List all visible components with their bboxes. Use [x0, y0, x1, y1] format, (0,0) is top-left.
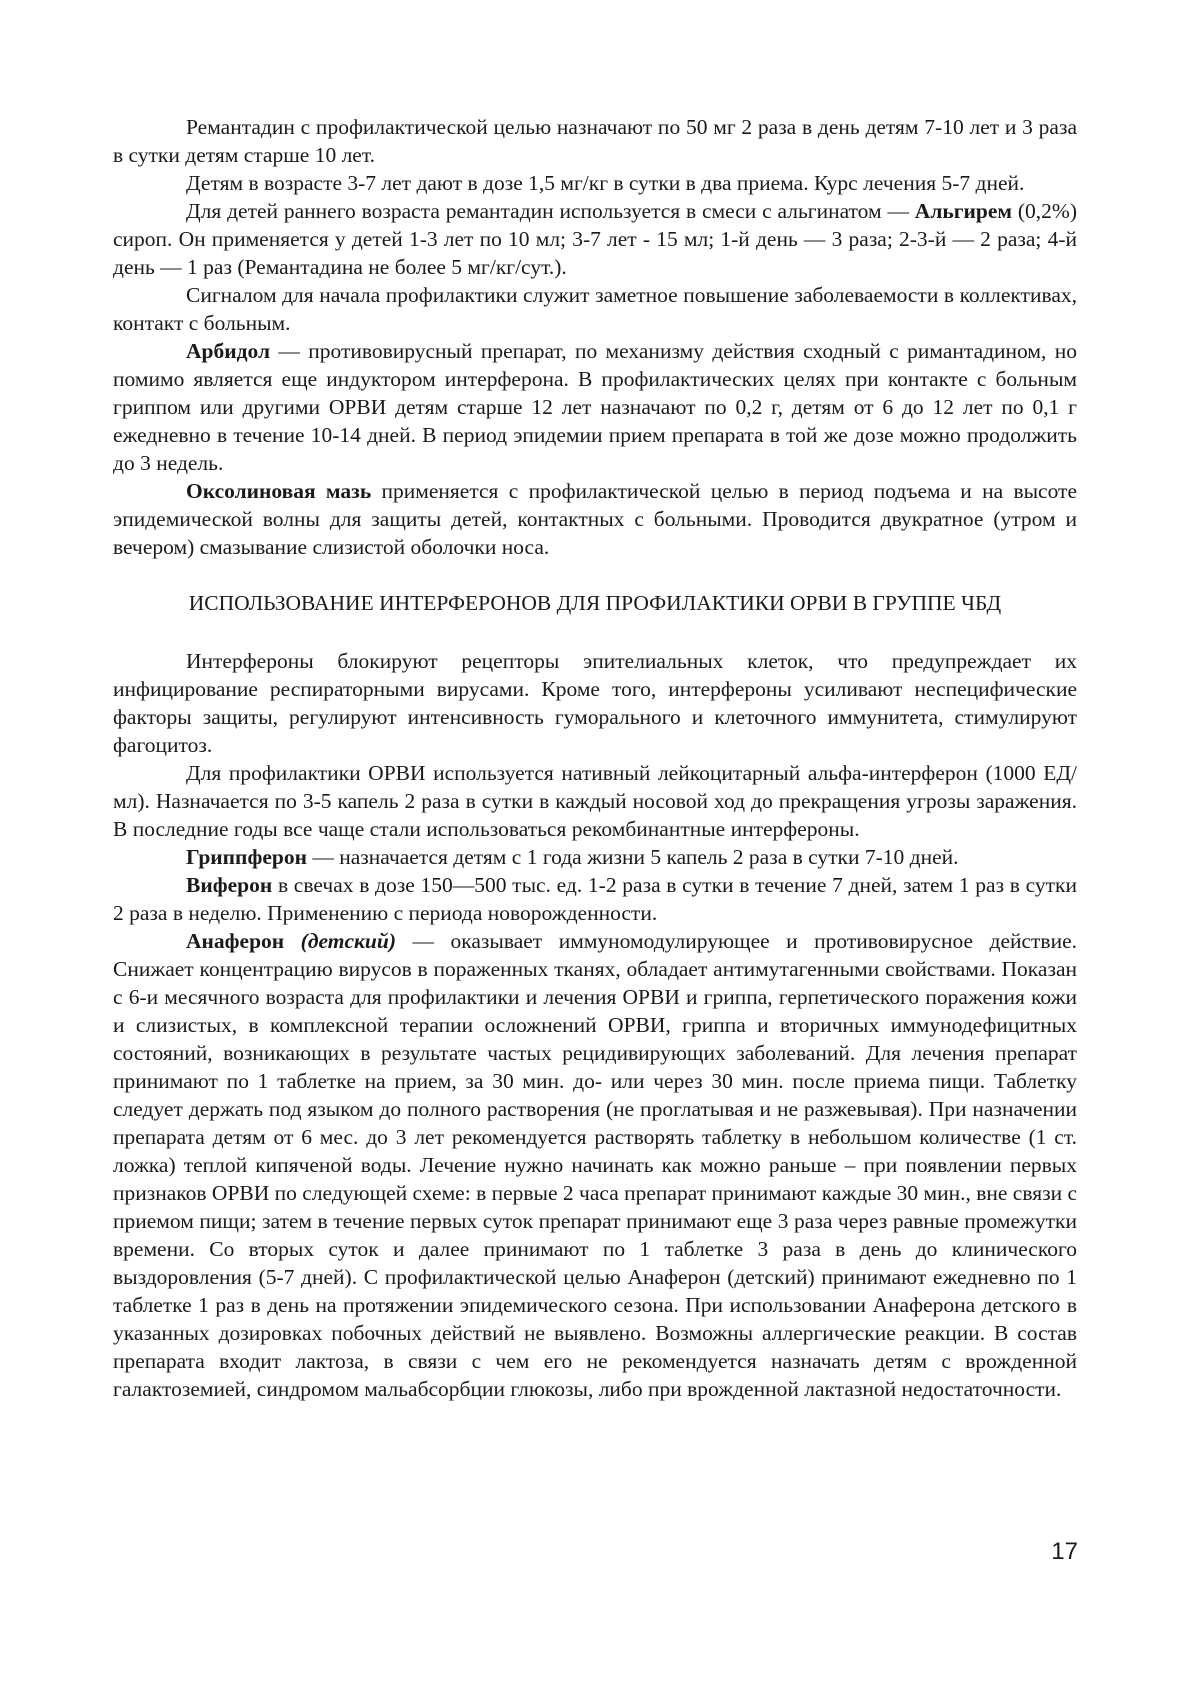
drug-name-oxolinic: Оксолиновая мазь: [186, 479, 372, 503]
paragraph-viferon: [113, 871, 1077, 927]
drug-name-anaferon: Анаферон: [186, 929, 285, 953]
paragraph-anaferon-text: — оказывает иммуномодулирующее и противовирусное действие. Снижает концентрацию вирусов в пораженных тканях, обладает антимутагенными свойствами. Показан с 6-и месячного возраста для профилактики и лечения ОРВИ и гриппа, герпетического поражения кожи и слизистых, в комплексной терапии осложнений ОРВИ, гриппа и вторичных иммунодефицитных состояний, возникающих в результате частых рецидивирующих заболеваний. Для лечения препарат принимают по 1 таблетке на прием, за 30 мин. до- или через 30 мин. после приема пищи. Таблетку следует держать под языком до полного растворения (не проглатывая и не разжевывая). При назначении препарата детям от 6 мес. до 3 лет рекомендуется растворять таблетку в небольшом количестве (1 ст. ложка) теплой кипяченой воды. Лечение нужно начинать как можно раньше – при появлении первых признаков ОРВИ по следующей схеме: в первые 2 часа препарат принимают каждые 30 мин., вне связи с приемом пищи; затем в течение первых суток препарат принимают еще 3 раза через равные промежутки времени. Со вторых суток и далее принимают по 1 таблетке 3 раза в день до клинического выздоровления (5-7 дней). С профилактической целью Анаферон (детский) принимают ежедневно по 1 таблетке 1 раз в день на протяжении эпидемического сезона. При использовании Анаферона детского в указанных дозировках побочных действий не выявлено. Возможны аллергические реакции. В состав препарата входит лактоза, в связи с чем его не рекомендуется назначать детям с врожденной галактоземией, синдромом мальабсорбции глюкозы, либо при врожденной лактазной недостаточности.: [113, 929, 1078, 1401]
paragraph-prophylaxis-signal: Сигналом для начала профилактики служит заметное повышение заболеваемости в коллективах, контакт с больным.: [113, 283, 1077, 335]
paragraph-algirem-pre: Для детей раннего возраста ремантадин используется в смеси с альгинатом —: [186, 199, 915, 223]
drug-name-anaferon-qualifier: (детский): [284, 929, 397, 953]
paragraph-oxolinic: [113, 477, 1077, 561]
paragraph-algirem-text: (0,2%) сироп. Он применяется у детей 1-3 лет по 10 мл; 3-7 лет - 15 мл; 1-й день — 3 раза; 2-3-й — 2 раза; 4-й день — 1 раз (Ремантадина не более 5 мг/кг/сут.).: [113, 199, 1077, 279]
drug-name-grippferon: Гриппферон: [186, 845, 307, 869]
page-content: [113, 113, 1077, 1403]
paragraph-native-interferon: Для профилактики ОРВИ используется нативный лейкоцитарный альфа-интерферон (1000 ЕД/мл). Назначается по 3-5 капель 2 раза в сутки в каждый носовой ход до прекращения угрозы заражения. В последние годы все чаще стали использоваться рекомбинантные интерфероны.: [113, 761, 1077, 841]
paragraph-grippferon: [113, 843, 1077, 871]
paragraph-remantadin-dose: Ремантадин с профилактической целью назначают по 50 мг 2 раза в день детям 7-10 лет и 3 раза в сутки детям старше 10 лет.: [113, 115, 1077, 167]
section-heading: ИСПОЛЬЗОВАНИЕ ИНТЕРФЕРОНОВ ДЛЯ ПРОФИЛАКТИКИ ОРВИ В ГРУППЕ ЧБД: [188, 591, 1002, 615]
drug-name-viferon: Виферон: [186, 873, 273, 897]
paragraph-grippferon-text: — назначается детям с 1 года жизни 5 капель 2 раза в сутки 7-10 дней.: [306, 845, 959, 869]
paragraph-oxolinic-text: применяется с профилактической целью в период подъема и на высоте эпидемической волны для защиты детей, контактных с больными. Проводится двукратное (утром и вечером) смазывание слизистой оболочки носа.: [113, 479, 1077, 559]
paragraph-anaferon: [113, 927, 1077, 1403]
paragraph-viferon-text: в свечах в дозе 150—500 тыс. ед. 1-2 раза в сутки в течение 7 дней, затем 1 раз в сутки 2 раза в неделю. Применению с периода новорожденности.: [113, 873, 1077, 925]
paragraph-arbidol: [113, 337, 1077, 477]
drug-name-arbidol: Арбидол: [186, 339, 271, 363]
paragraph-interferons: Интерфероны блокируют рецепторы эпителиальных клеток, что предупреждает их инфицирование респираторными вирусами. Кроме того, интерфероны усиливают неспецифические факторы защиты, регулируют интенсивность гуморального и клеточного иммунитета, стимулируют фагоцитоз.: [113, 649, 1077, 757]
paragraph-remantadin-children: Детям в возрасте 3-7 лет дают в дозе 1,5 мг/кг в сутки в два приема. Курс лечения 5-7 дней.: [186, 171, 1025, 195]
drug-name-algirem: Альгирем: [914, 199, 1013, 223]
paragraph-arbidol-text: — противовирусный препарат, по механизму действия сходный с римантадином, но помимо является еще индуктором интерферона. В профилактических целях при контакте с больным гриппом или другими ОРВИ детям старше 12 лет назначают по 0,2 г, детям от 6 до 12 лет по 0,1 г ежедневно в течение 10-14 дней. В период эпидемии прием препарата в той же дозе можно продолжить до 3 недель.: [113, 339, 1077, 475]
page-number: 17: [1051, 1538, 1078, 1565]
paragraph-algirem: [113, 197, 1077, 281]
